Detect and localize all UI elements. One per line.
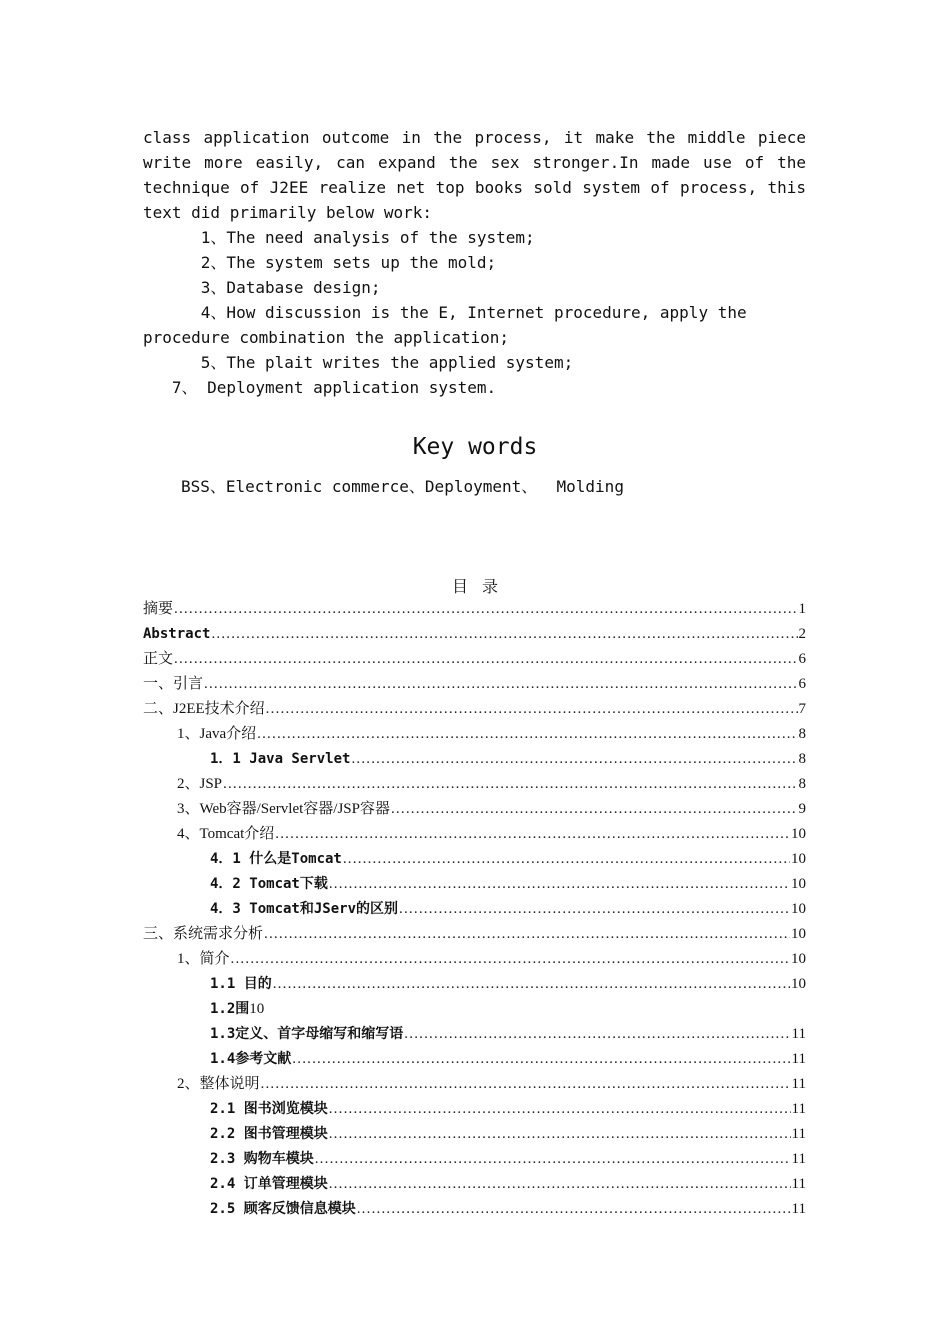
toc-entry: [210, 747, 806, 772]
toc-leader-dots: [357, 1197, 791, 1222]
toc-leader-dots: [204, 672, 797, 697]
work-item: 4、How discussion is the E, Internet procedure, apply the: [143, 303, 747, 322]
toc-entry-page: 11: [791, 1101, 806, 1117]
toc-entry: [143, 647, 806, 672]
toc-entry-page: 8: [798, 751, 806, 767]
toc-entry: [177, 797, 806, 822]
toc-entry-page: 10: [249, 1001, 265, 1017]
work-item: 2、The system sets up the mold;: [143, 253, 497, 272]
toc-entry-page: 9: [798, 801, 806, 817]
abstract-line: class application outcome in the process, it make the middle piece: [143, 128, 806, 147]
toc-leader-dots: [264, 922, 790, 947]
toc-entry-label: 4．1 什么是Tomcat: [210, 851, 342, 867]
toc-entry: [177, 947, 806, 972]
toc-entry-label: 2、整体说明: [177, 1076, 260, 1092]
toc-entry-page: 10: [791, 851, 806, 867]
toc-leader-dots: [266, 697, 798, 722]
toc-entry-label: 4、Tomcat介绍: [177, 826, 275, 842]
toc-entry-label: 1.4参考文献: [210, 1051, 292, 1067]
toc-leader-dots: [273, 972, 790, 997]
toc-entry: [210, 1047, 806, 1072]
toc-entry-page: 10: [791, 826, 806, 842]
toc-leader-dots: [329, 1122, 791, 1147]
toc-entry-label: 三、系统需求分析: [143, 926, 264, 942]
toc-entry-label: 2.1 图书浏览模块: [210, 1101, 328, 1117]
toc-leader-dots: [329, 1172, 791, 1197]
toc-entry-page: 10: [791, 901, 806, 917]
toc-entry: [210, 1172, 806, 1197]
toc-entry-label: 2.4 订单管理模块: [210, 1176, 328, 1192]
toc-entry: [177, 772, 806, 797]
work-item: 7、 Deployment application system.: [143, 378, 497, 397]
toc-entry-label: 4．3 Tomcat和JServ的区别: [210, 901, 399, 917]
toc-leader-dots: [231, 947, 790, 972]
toc-entry-page: 7: [798, 701, 806, 717]
toc-entry-page: 10: [791, 976, 806, 992]
toc-entry-page: 10: [791, 876, 806, 892]
keywords-text: BSS、Electronic commerce、Deployment、 Molding: [181, 477, 624, 496]
toc-entry-page: 8: [798, 726, 806, 742]
toc-leader-dots: [292, 1047, 790, 1072]
toc-entry-page: 11: [791, 1126, 806, 1142]
toc-entry-label: 2、JSP: [177, 776, 223, 792]
toc-entry-label: 4．2 Tomcat下载: [210, 876, 328, 892]
toc-entry-page: 2: [798, 626, 806, 642]
toc-entry-label: 3、Web容器/Servlet容器/JSP容器: [177, 801, 390, 817]
toc-leader-dots: [174, 597, 797, 622]
work-item: 5、The plait writes the applied system;: [143, 353, 574, 372]
toc-leader-dots: [275, 822, 790, 847]
toc-entry: [210, 1022, 806, 1047]
toc-entry: [177, 1072, 806, 1097]
toc-entry-label: 2.3 购物车模块: [210, 1151, 314, 1167]
toc-entry-page: 11: [791, 1176, 806, 1192]
toc-entry-label: 正文: [143, 651, 174, 667]
toc-leader-dots: [211, 622, 797, 647]
toc-leader-dots: [315, 1147, 791, 1172]
abstract-line: technique of J2EE realize net top books sold system of process, this: [143, 178, 806, 197]
toc-entry-page: 11: [791, 1076, 806, 1092]
toc-entry-label: 2.2 图书管理模块: [210, 1126, 328, 1142]
toc-leader-dots: [257, 722, 797, 747]
work-item: 1、The need analysis of the system;: [143, 228, 535, 247]
toc-entry-page: 6: [798, 676, 806, 692]
toc-entry-label: 1.1 目的: [210, 976, 272, 992]
toc-entry-page: 8: [798, 776, 806, 792]
toc-entry-page: 11: [791, 1051, 806, 1067]
toc-entry: [177, 722, 806, 747]
toc-entry-page: 10: [791, 951, 806, 967]
keywords-heading: Key words: [412, 434, 538, 460]
toc-entry: [143, 922, 806, 947]
toc-entry-page: 6: [798, 651, 806, 667]
toc-entry: [210, 872, 806, 897]
toc-leader-dots: [329, 1097, 791, 1122]
toc-entry-label: Abstract: [143, 626, 211, 642]
toc-entry-label: 1．1 Java Servlet: [210, 751, 351, 767]
toc-leader-dots: [329, 872, 790, 897]
toc-entry: [143, 622, 806, 647]
toc-leader-dots: [174, 647, 797, 672]
toc-leader-dots: [343, 847, 790, 872]
toc-entry-page: 11: [791, 1201, 806, 1217]
toc-entry: [210, 1147, 806, 1172]
toc-leader-dots: [261, 1072, 791, 1097]
toc-entry: [210, 1097, 806, 1122]
abstract-line: text did primarily below work:: [143, 203, 432, 222]
toc-entry-label: 1、Java介绍: [177, 726, 257, 742]
toc-entry: [210, 847, 806, 872]
toc-entry: [177, 822, 806, 847]
toc-leader-dots: [399, 897, 790, 922]
toc-entry: [210, 1197, 806, 1222]
toc-leader-dots: [391, 797, 798, 822]
toc-entry: [143, 672, 806, 697]
toc-entry-label: 1、简介: [177, 951, 230, 967]
toc-entry-page: 1: [798, 601, 806, 617]
toc-entry-page: 11: [791, 1026, 806, 1042]
work-item: 3、Database design;: [143, 278, 381, 297]
toc-leader-dots: [223, 772, 797, 797]
toc-entry-label: 2.5 顾客反馈信息模块: [210, 1201, 356, 1217]
toc-leader-dots: [351, 747, 797, 772]
toc-entry: [143, 597, 806, 622]
toc-entry-label: 1.2围: [210, 1001, 250, 1017]
toc-entry-page: 11: [791, 1151, 806, 1167]
toc-entry-page: 10: [791, 926, 806, 942]
toc-entry-label: 二、J2EE技术介绍: [143, 701, 265, 717]
abstract-line: write more easily, can expand the sex stronger.In made use of the: [143, 153, 806, 172]
toc-entry: [143, 697, 806, 722]
toc-entry: [210, 1122, 806, 1147]
toc-entry-label: 摘要: [143, 601, 174, 617]
toc-entry: [210, 997, 264, 1022]
toc-entry: [210, 897, 806, 922]
work-item-continued: procedure combination the application;: [143, 328, 510, 347]
toc-entry: [210, 972, 806, 997]
toc-entry-label: 一、引言: [143, 676, 204, 692]
toc-entry-label: 1.3定义、首字母缩写和缩写语: [210, 1026, 404, 1042]
toc-leader-dots: [404, 1022, 790, 1047]
toc-title: 目录: [451, 579, 512, 596]
